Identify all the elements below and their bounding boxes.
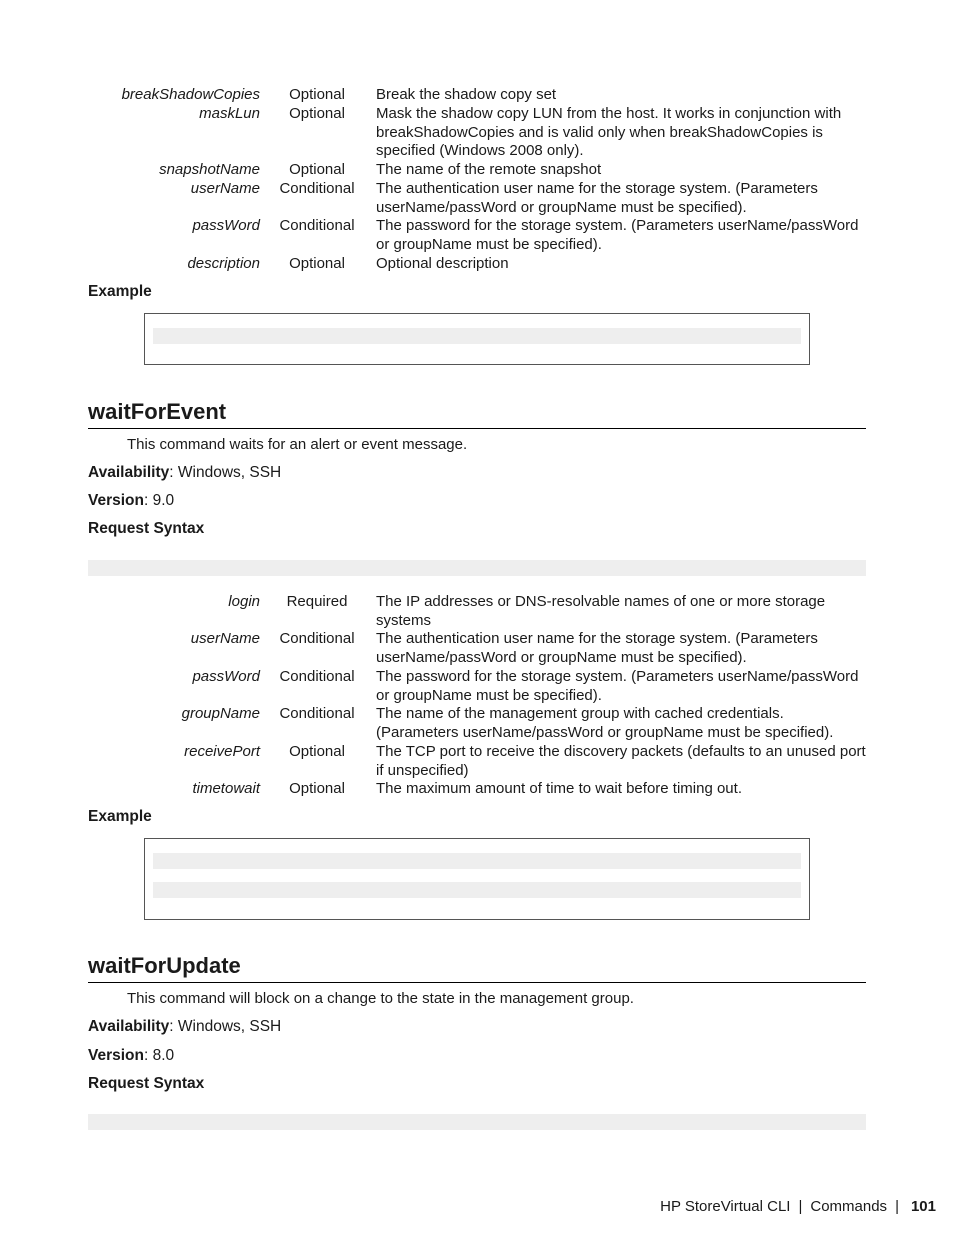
param-requirement: Optional (289, 255, 345, 272)
version-label: Version (88, 1047, 144, 1064)
param-requirement: Conditional (279, 180, 355, 197)
example-label: Example (88, 808, 152, 825)
param-description: The authentication user name for the storage system. (Parameters userName/passWord or groupName must be specified). (376, 630, 818, 666)
param-name: groupName (181, 705, 260, 722)
example-label: Example (88, 283, 152, 300)
param-description: The IP addresses or DNS-resolvable names of one or more storage systems (376, 593, 826, 629)
param-name: userName (190, 630, 260, 647)
availability-line (88, 1018, 281, 1036)
param-requirement: Optional (289, 86, 345, 103)
section-intro: This command will block on a change to the state in the management group. (127, 990, 634, 1007)
version-label: Version (88, 492, 144, 509)
param-description: Mask the shadow copy LUN from the host. It works in conjunction with breakShadowCopies and is valid only when breakShadowCopies is specified (Windows 2008 only). (376, 105, 842, 159)
param-description: The password for the storage system. (Parameters userName/passWord or groupName must be specified). (376, 668, 859, 704)
param-description: The maximum amount of time to wait before timing out. (376, 780, 742, 797)
code-line (153, 328, 801, 344)
param-requirement: Optional (289, 161, 345, 178)
param-name: passWord (192, 668, 260, 685)
param-requirement: Conditional (279, 630, 355, 647)
code-line (153, 882, 801, 898)
footer-product: HP StoreVirtual CLI (660, 1198, 791, 1215)
version-line (88, 1047, 174, 1065)
example-code-box (144, 313, 810, 365)
param-description: The name of the remote snapshot (376, 161, 602, 178)
section-heading-waitforevent: waitForEvent (88, 399, 866, 429)
availability-label: Availability (88, 1018, 170, 1035)
footer-separator: | (895, 1198, 899, 1215)
param-description: The password for the storage system. (Parameters userName/passWord or groupName must be specified). (376, 217, 859, 253)
footer-section: Commands (810, 1198, 888, 1215)
availability-label: Availability (88, 464, 170, 481)
request-syntax-block (88, 560, 866, 576)
footer-separator: | (798, 1198, 803, 1215)
param-requirement: Optional (289, 780, 345, 797)
param-name: breakShadowCopies (121, 86, 260, 103)
param-name: snapshotName (159, 161, 260, 178)
param-name: userName (190, 180, 260, 197)
section-intro: This command waits for an alert or event message. (127, 436, 468, 453)
param-requirement: Conditional (279, 668, 355, 685)
example-code-box (144, 838, 810, 920)
param-requirement: Optional (289, 743, 345, 760)
code-line (153, 853, 801, 869)
param-requirement: Conditional (279, 217, 355, 234)
param-name: passWord (192, 217, 260, 234)
param-description: Break the shadow copy set (376, 86, 557, 103)
version-line (88, 492, 174, 510)
param-requirement: Conditional (279, 705, 355, 722)
version-value: : 9.0 (144, 492, 175, 509)
param-description: The TCP port to receive the discovery packets (defaults to an unused port if unspecified) (376, 743, 866, 779)
availability-value: : Windows, SSH (169, 1018, 282, 1035)
param-name: maskLun (199, 105, 260, 122)
param-name: description (187, 255, 260, 272)
request-syntax-block (88, 1114, 866, 1130)
param-requirement: Optional (289, 105, 345, 122)
availability-line (88, 464, 281, 482)
param-requirement: Required (286, 593, 348, 610)
request-syntax-label: Request Syntax (88, 1075, 205, 1092)
page-number: 101 (910, 1198, 936, 1215)
version-value: : 8.0 (144, 1047, 175, 1064)
request-syntax-label: Request Syntax (88, 520, 205, 537)
param-name: timetowait (192, 780, 260, 797)
param-name: login (228, 593, 260, 610)
param-description: The name of the management group with cached credentials. (Parameters userName/passWord or groupName must be specified). (376, 705, 834, 741)
section-heading-waitforupdate: waitForUpdate (88, 953, 866, 983)
availability-value: : Windows, SSH (169, 464, 282, 481)
param-name: receivePort (184, 743, 260, 760)
param-description: Optional description (376, 255, 509, 272)
page-footer (660, 1198, 936, 1215)
param-description: The authentication user name for the storage system. (Parameters userName/passWord or groupName must be specified). (376, 180, 818, 216)
